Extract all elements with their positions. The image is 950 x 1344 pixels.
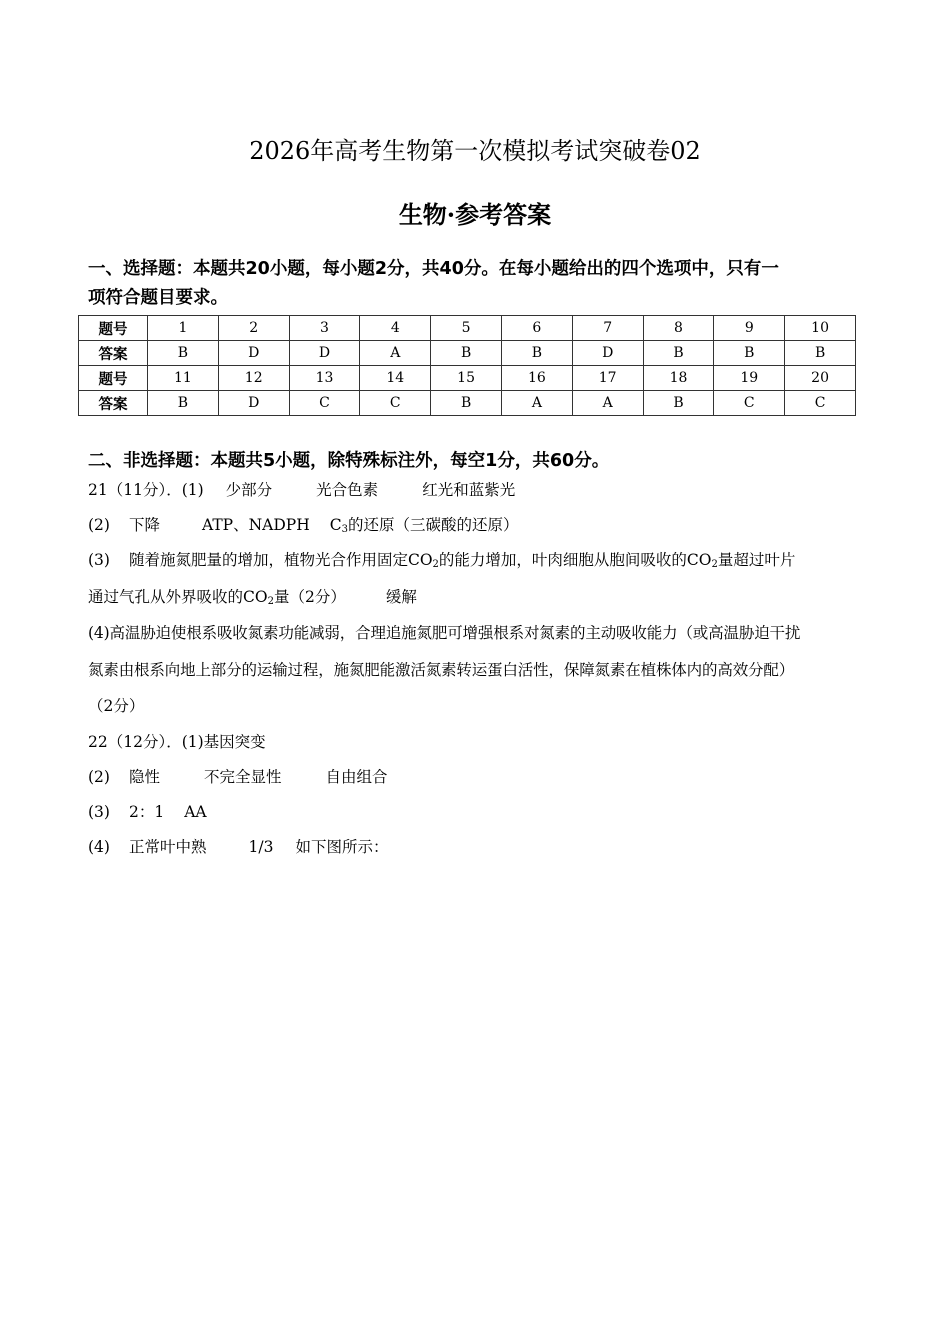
question-number: 20 (785, 366, 856, 391)
answer-text: 少部分 (225, 481, 273, 499)
q21-part2 (88, 513, 868, 537)
q21-part4-line2: 氮素由根系向地上部分的运输过程，施氮肥能激活氮素转运蛋白活性，保障氮素在植株体内的高效分配） (88, 661, 795, 679)
answer-cell: A (572, 391, 643, 416)
part-label: (2) (88, 768, 110, 786)
answer-cell: B (431, 341, 502, 366)
question-number: 9 (714, 316, 785, 341)
q21-part4-line3: （2分） (88, 697, 145, 715)
answer-text: $C_3$的还原（三碳酸的还原） (329, 516, 519, 535)
answer-cell: C (714, 391, 785, 416)
answer-cell: B (643, 341, 714, 366)
question-number: 14 (360, 366, 431, 391)
section1-heading-line2: 项符合题目要求。 (88, 288, 228, 308)
answer-cell: B (643, 391, 714, 416)
answer-text: 通过气孔从外界吸收的$CO_2$量（2分） (88, 588, 346, 607)
answer-text: 正常叶中熟 (128, 838, 207, 856)
answer-cell: D (289, 341, 360, 366)
question-number: 19 (714, 366, 785, 391)
q21-part1 (88, 478, 868, 502)
question-number: 4 (360, 316, 431, 341)
row-label-answer: 答案 (79, 391, 148, 416)
question-number: 6 (501, 316, 572, 341)
section1-heading-line1: 一、选择题：本题共20小题，每小题2分，共40分。在每小题给出的四个选项中，只有一 (88, 259, 779, 279)
q22-part1: 22（12分）．(1)基因突变 (88, 733, 266, 751)
answer-text: AA (184, 803, 207, 821)
answer-cell: D (218, 391, 289, 416)
answer-cell: C (289, 391, 360, 416)
answer-text: 自由组合 (325, 768, 388, 786)
question-number: 10 (785, 316, 856, 341)
table-row (79, 341, 856, 366)
question-number: 8 (643, 316, 714, 341)
answer-text: 如下图所示： (295, 838, 389, 856)
q21-part4-line1: (4)高温胁迫使根系吸收氮素功能减弱，合理追施氮肥可增强根系对氮素的主动吸收能力（或高温胁迫干扰 (88, 624, 801, 642)
answer-text: 隐性 (128, 768, 160, 786)
question-number: 3 (289, 316, 360, 341)
table-row (79, 366, 856, 391)
answer-text: 缓解 (385, 588, 417, 606)
answer-cell: A (501, 391, 572, 416)
part-label: (4) (88, 838, 110, 856)
question-number: 5 (431, 316, 502, 341)
question-number: 15 (431, 366, 502, 391)
row-label-question: 题号 (79, 316, 148, 341)
answer-cell: B (148, 391, 219, 416)
answer-text: 2：1 (128, 803, 165, 821)
table-row (79, 391, 856, 416)
question-number: 1 (148, 316, 219, 341)
q22-part4 (88, 835, 868, 859)
answer-cell: B (148, 341, 219, 366)
part-label: (3) (88, 551, 110, 569)
answer-cell: C (785, 391, 856, 416)
q21-part3-line2 (88, 585, 868, 609)
question-number: 2 (218, 316, 289, 341)
question-number: 13 (289, 366, 360, 391)
answer-text: 不完全显性 (203, 768, 282, 786)
row-label-question: 题号 (79, 366, 148, 391)
answer-cell: B (714, 341, 785, 366)
answer-cell: A (360, 341, 431, 366)
answer-table (78, 315, 856, 416)
page-subtitle: 生物·参考答案 (398, 200, 552, 229)
answer-text: 1/3 (248, 838, 274, 856)
answer-text: ATP、NADPH (201, 516, 310, 534)
section1-heading (88, 255, 863, 313)
answer-cell: B (785, 341, 856, 366)
answer-cell: D (218, 341, 289, 366)
answer-text: 红光和蓝紫光 (422, 481, 516, 499)
answer-cell: B (501, 341, 572, 366)
part-label: (2) (88, 516, 110, 534)
q22-part3 (88, 800, 868, 824)
answer-text: 光合色素 (316, 481, 379, 499)
row-label-answer: 答案 (79, 341, 148, 366)
question-number: 11 (148, 366, 219, 391)
part-label: (3) (88, 803, 110, 821)
section2-heading: 二、非选择题：本题共5小题，除特殊标注外，每空1分，共60分。 (88, 451, 610, 471)
answer-text: 随着施氮肥量的增加，植物光合作用固定$CO_2$的能力增加，叶肉细胞从胞间吸收的$CO_2$量超过叶片 (128, 551, 796, 570)
question-number: 18 (643, 366, 714, 391)
page-title: 2026年高考生物第一次模拟考试突破卷02 (249, 137, 701, 165)
answer-cell: C (360, 391, 431, 416)
table-row (79, 316, 856, 341)
answer-cell: B (431, 391, 502, 416)
q21-part3-line1 (88, 548, 868, 572)
question-number: 7 (572, 316, 643, 341)
question-number: 16 (501, 366, 572, 391)
answer-text: 下降 (128, 516, 160, 534)
question-number: 12 (218, 366, 289, 391)
question-number: 17 (572, 366, 643, 391)
answer-cell: D (572, 341, 643, 366)
q21-head: 21（11分）．(1) (88, 481, 204, 499)
q22-part2 (88, 765, 868, 789)
